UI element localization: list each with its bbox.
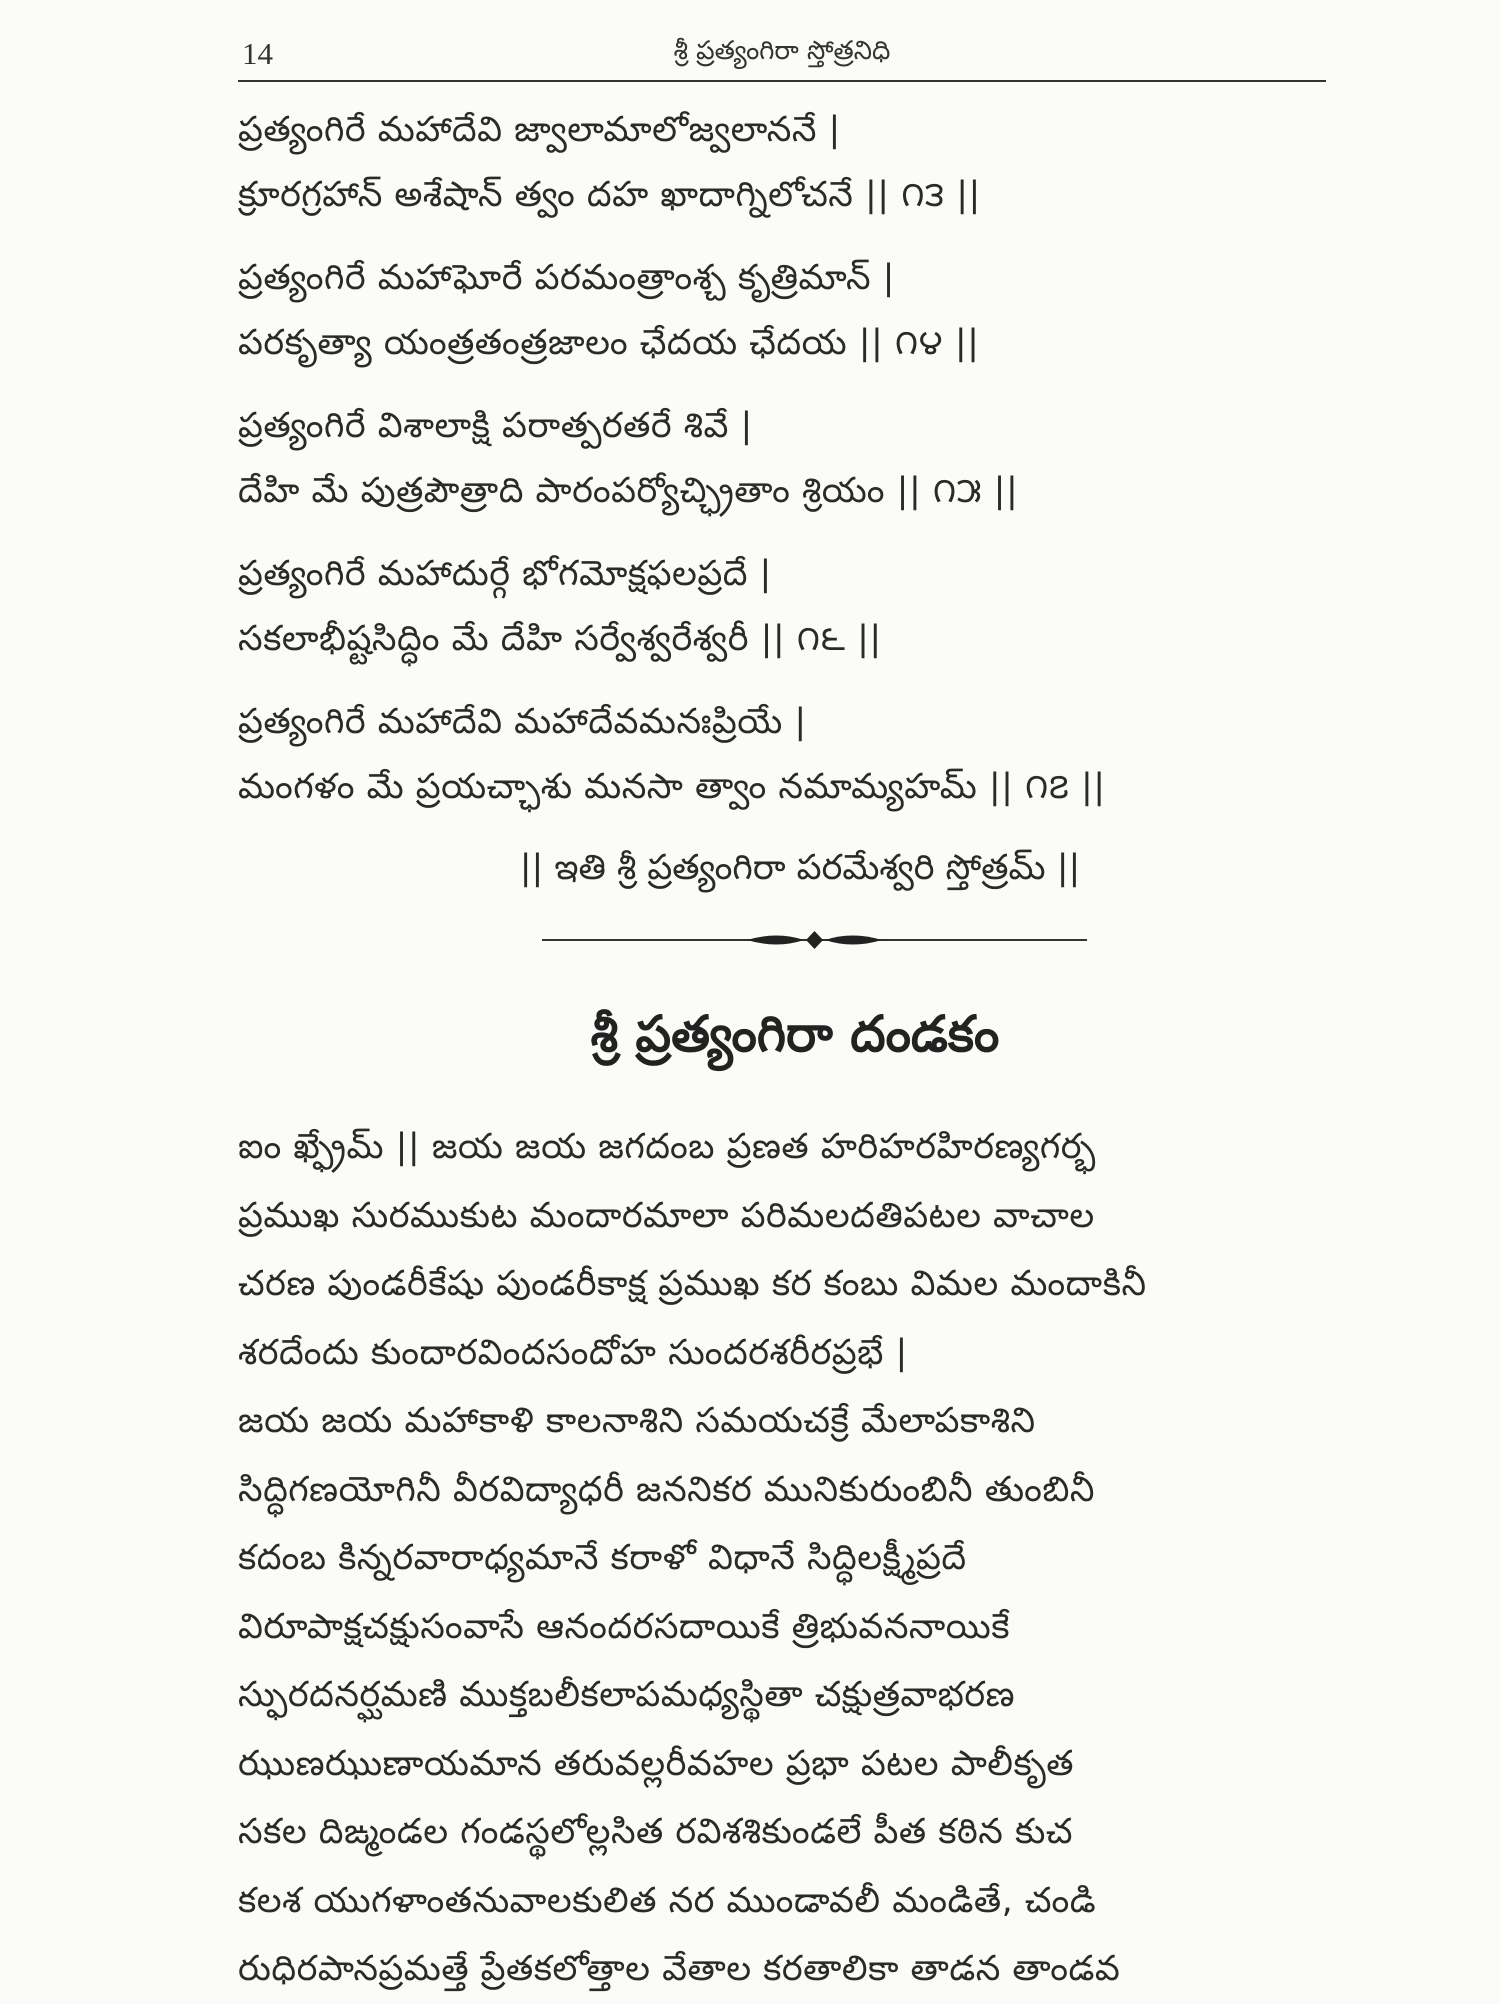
verse-14: [238, 246, 1338, 376]
verse-line: సకలాభీష్టసిద్ధిం మే దేహి సర్వేశ్వరేశ్వరీ || ౧౬ ||: [238, 619, 882, 659]
running-header: [238, 32, 1326, 82]
body-line: చరణ పుండరీకేషు పుండరీకాక్ష ప్రముఖ కర కంబు విమల మందాకినీ: [238, 1264, 1147, 1304]
divider-ornament-icon: [542, 928, 1087, 952]
body-line: సకల దిఙ్మండల గండస్థలోల్లసిత రవిశశికుండలే పీత కఠిన కుచ: [238, 1812, 1073, 1852]
verse-line: మంగళం మే ప్రయచ్ఛాశు మనసా త్వాం నమామ్యహమ్ || ౧౭ ||: [238, 767, 1106, 807]
colophon: || ఇతి శ్రీ ప్రత్యంగిరా పరమేశ్వరి స్తోత్రమ్ ||: [519, 848, 1081, 888]
body-line: స్ఫురదనర్ఘమణి ముక్తబలీకలాపమధ్యస్థితా చక్షుత్రవాభరణ: [238, 1675, 1016, 1715]
running-title: శ్రీ ప్రత్యంగిరా స్తోత్రనిధి: [673, 36, 891, 66]
verse-line: ప్రత్యంగిరే విశాలాక్షి పరాత్పరతరే శివే |: [238, 406, 753, 446]
body-line: విరూపాక్షచక్షుసంవాసే ఆనందరసదాయికే త్రిభువననాయికే: [238, 1606, 1011, 1647]
verse-17: [238, 690, 1338, 820]
body-line: జయ జయ మహాకాళి కాలనాశిని సమయచక్రే మేలాపకాశిని: [238, 1401, 1036, 1441]
verse-line: ప్రత్యంగిరే మహాఘోరే పరమంత్రాంశ్చ కృత్రిమాన్ |: [238, 258, 895, 298]
verse-line: పరకృత్యా యంత్రతంత్రజాలం ఛేదయ ఛేదయ || ౧౪ ||: [238, 323, 980, 363]
verse-line: దేహి మే పుత్రపౌత్రాది పారంపర్యోచ్ఛ్రితాం శ్రియం || ౧౫ ||: [238, 471, 1019, 511]
body-line: రుధిరపానప్రమత్తే ప్రేతకలోత్తాల వేతాల కరతాలికా తాడన తాండవ: [238, 1949, 1121, 1989]
body-line: కలశ యుగళాంతనువాలకులిత నర ముండావలీ మండితే, చండి: [238, 1880, 1097, 1921]
body-line: శరదేందు కుందారవిందసందోహ సుందరశరీరప్రభే |: [238, 1332, 908, 1373]
verse-line: ప్రత్యంగిరే మహాదుర్గే భోగమోక్షఫలప్రదే |: [238, 554, 772, 594]
verse-line: క్రూరగ్రహాన్ అశేషాన్ త్వం దహ ఖాదాగ్నిలోచనే || ౧౩ ||: [238, 175, 981, 215]
verse-16: [238, 542, 1338, 672]
stotram-verses: [238, 98, 1338, 838]
body-line: ప్రముఖ సురముకుట మందారమాలా పరిమలదతిపటల వాచాల: [238, 1195, 1095, 1236]
body-line: కదంబ కిన్నరవారాధ్యమానే కరాళో విధానే సిద్ధిలక్ష్మీప్రదే: [238, 1538, 967, 1578]
body-line: ఝుణఝుణాయమాన తరువల్లరీవహల ప్రభా పటల పాలీకృత: [238, 1743, 1074, 1784]
verse-15: [238, 394, 1338, 524]
verse-line: ప్రత్యంగిరే మహాదేవి జ్వాలామాలోజ్వలాననే |: [238, 110, 841, 150]
dandakam-body: [238, 1113, 1348, 2004]
verse-line: ప్రత్యంగిరే మహాదేవి మహాదేవమనఃప్రియే |: [238, 702, 807, 742]
section-title: శ్రీ ప్రత్యంగిరా దండకం: [590, 1005, 1000, 1063]
body-line: ఐం ఖ్ఫ్రేమ్ || జయ జయ జగదంబ ప్రణత హరిహరహిరణ్యగర్భ: [238, 1127, 1096, 1167]
verse-13: [238, 98, 1338, 228]
body-line: సిద్ధిగణయోగినీ వీరవిద్యాధరీ జననికర మునికురుంబినీ తుంబినీ: [238, 1469, 1095, 1510]
page-number: 14: [242, 36, 273, 71]
